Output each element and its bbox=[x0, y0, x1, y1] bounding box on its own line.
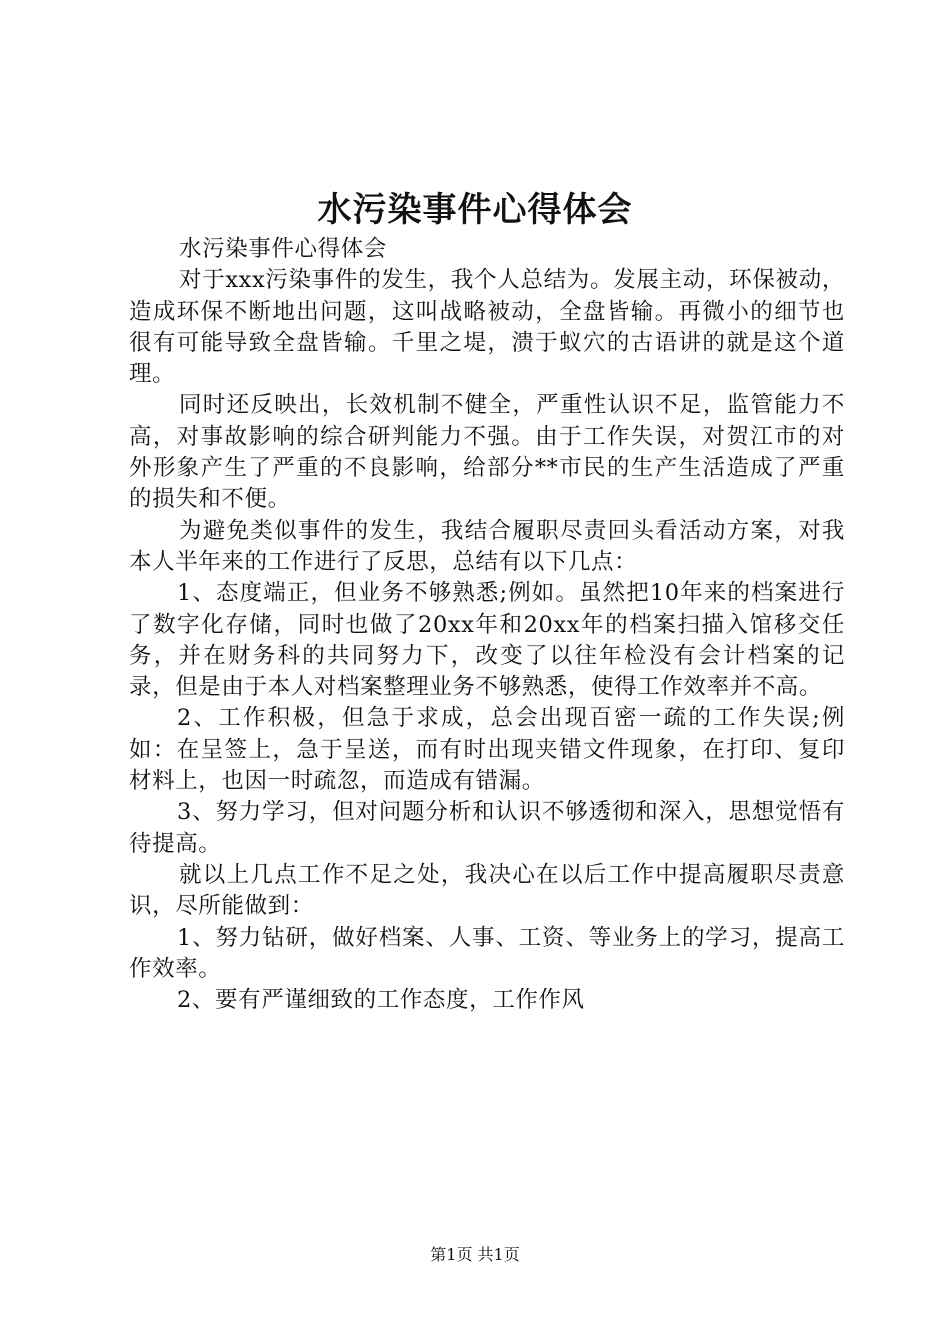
page-footer: 第1页 共1页 bbox=[430, 1245, 520, 1264]
body-paragraph: 2、工作积极，但急于求成，总会出现百密一疏的工作失误;例如：在呈签上，急于呈送，而有时出现夹错文件现象，在打印、复印材料上，也因一时疏忽，而造成有错漏。 bbox=[129, 705, 845, 795]
body-paragraph: 水污染事件心得体会 bbox=[179, 236, 387, 262]
document-body bbox=[129, 234, 845, 1016]
document-title: 水污染事件心得体会 bbox=[317, 190, 633, 230]
body-paragraph: 2、要有严谨细致的工作态度，工作作风 bbox=[177, 987, 585, 1014]
body-paragraph: 同时还反映出，长效机制不健全，严重性认识不足，监管能力不高，对事故影响的综合研判能力不强。由于工作失误，对贺江市的对外形象产生了严重的不良影响，给部分**市民的生产生活造成了严重的损失和不便。 bbox=[129, 392, 845, 513]
body-paragraph: 3、努力学习，但对问题分析和认识不够透彻和深入，思想觉悟有待提高。 bbox=[129, 799, 845, 857]
body-paragraph: 就以上几点工作不足之处，我决心在以后工作中提高履职尽责意识，尽所能做到： bbox=[129, 861, 845, 920]
body-paragraph: 1、态度端正，但业务不够熟悉;例如。虽然把10年来的档案进行了数字化存储，同时也做了20xx年和20xx年的档案扫描入馆移交任务，并在财务科的共同努力下，改变了以往年检没有会计档案的记录，但是由于本人对档案整理业务不够熟悉，使得工作效率并不高。 bbox=[129, 580, 845, 701]
body-paragraph: 1、努力钻研，做好档案、人事、工资、等业务上的学习，提高工作效率。 bbox=[129, 924, 845, 982]
body-paragraph: 对于xxx污染事件的发生，我个人总结为。发展主动，环保被动，造成环保不断地出问题，这叫战略被动，全盘皆输。再微小的细节也很有可能导致全盘皆输。千里之堤，溃于蚁穴的古语讲的就是这个道理。 bbox=[129, 267, 845, 388]
body-paragraph: 为避免类似事件的发生，我结合履职尽责回头看活动方案，对我本人半年来的工作进行了反思，总结有以下几点： bbox=[129, 517, 845, 575]
